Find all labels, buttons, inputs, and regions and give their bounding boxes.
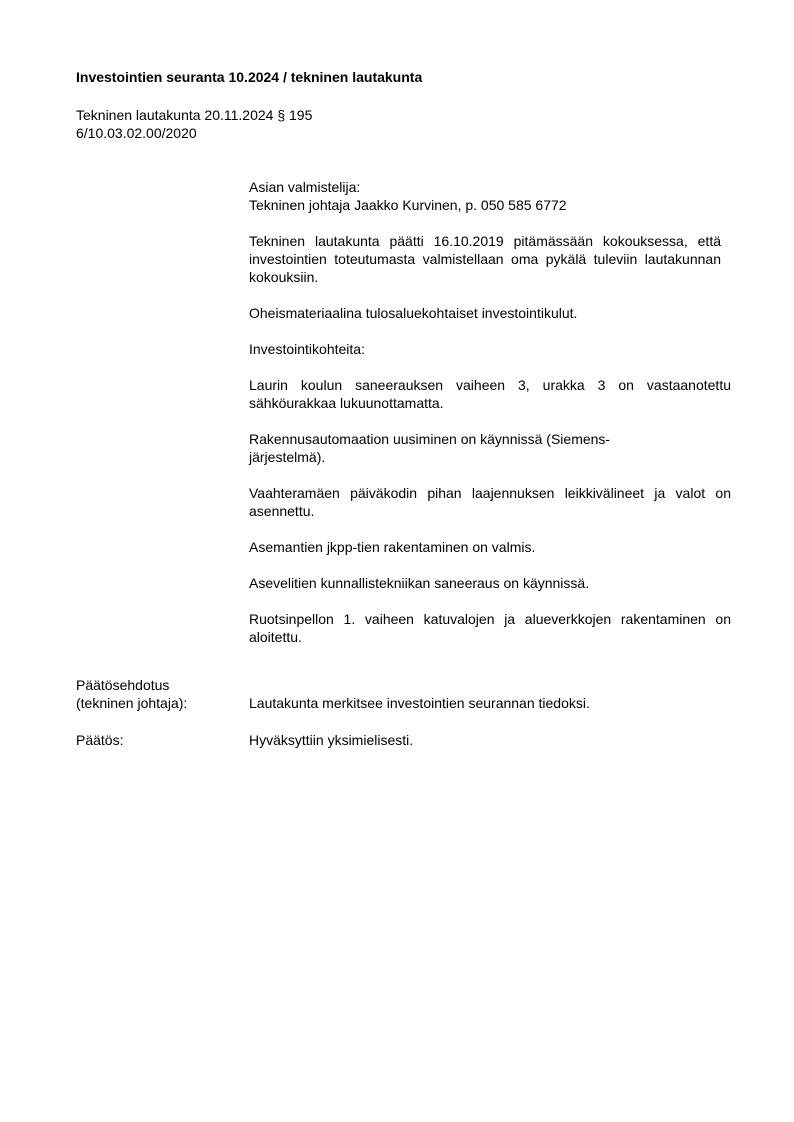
paragraph-building-automation: Rakennusautomaation uusiminen on käynnissä (Siemens-järjestelmä).	[249, 431, 611, 465]
meeting-meta	[76, 106, 312, 142]
preparer-block	[249, 178, 731, 214]
paragraph-attachment: Oheismateriaalina tulosaluekohtaiset investointikulut.	[249, 305, 578, 321]
proposal-label	[76, 676, 187, 712]
decision-text: Hyväksyttiin yksimielisesti.	[249, 732, 414, 748]
paragraph-investment-heading: Investointikohteita:	[249, 341, 365, 357]
paragraph-school-renovation: Laurin koulun saneerauksen vaiheen 3, urakka 3 on vastaanotettu sähköurakkaa lukuunottamatta.	[249, 377, 731, 411]
proposal-text: Lautakunta merkitsee investointien seurannan tiedoksi.	[249, 695, 590, 711]
paragraph-asevelitie: Asevelitien kunnallistekniikan saneeraus on käynnissä.	[249, 575, 590, 591]
document-title: Investointien seuranta 10.2024 / tekninen lautakunta	[76, 69, 423, 85]
preparer-name: Tekninen johtaja Jaakko Kurvinen, p. 050 585 6772	[249, 197, 567, 213]
paragraph-ruotsinpelto: Ruotsinpellon 1. vaiheen katuvalojen ja alueverkkojen rakentaminen on aloitettu.	[249, 611, 731, 645]
paragraph-daycare-yard: Vaahteramäen päiväkodin pihan laajennuksen leikkivälineet ja valot on asennettu.	[249, 485, 731, 519]
proposal-label-line1: Päätösehdotus	[76, 677, 170, 693]
proposal-label-line2: (tekninen johtaja):	[76, 695, 188, 711]
meeting-line: Tekninen lautakunta 20.11.2024 § 195	[76, 107, 313, 123]
preparer-label: Asian valmistelija:	[249, 179, 361, 195]
paragraph-asemantie: Asemantien jkpp-tien rakentaminen on valmis.	[249, 539, 536, 555]
decision-label: Päätös:	[76, 732, 124, 748]
document-body	[249, 178, 731, 664]
paragraph-decision-history: Tekninen lautakunta päätti 16.10.2019 pitämässään kokouksessa, että investointien toteutumasta valmistellaan oma pykälä tuleviin lautakunnan kokouksiin.	[249, 233, 721, 285]
case-number: 6/10.03.02.00/2020	[76, 125, 197, 141]
